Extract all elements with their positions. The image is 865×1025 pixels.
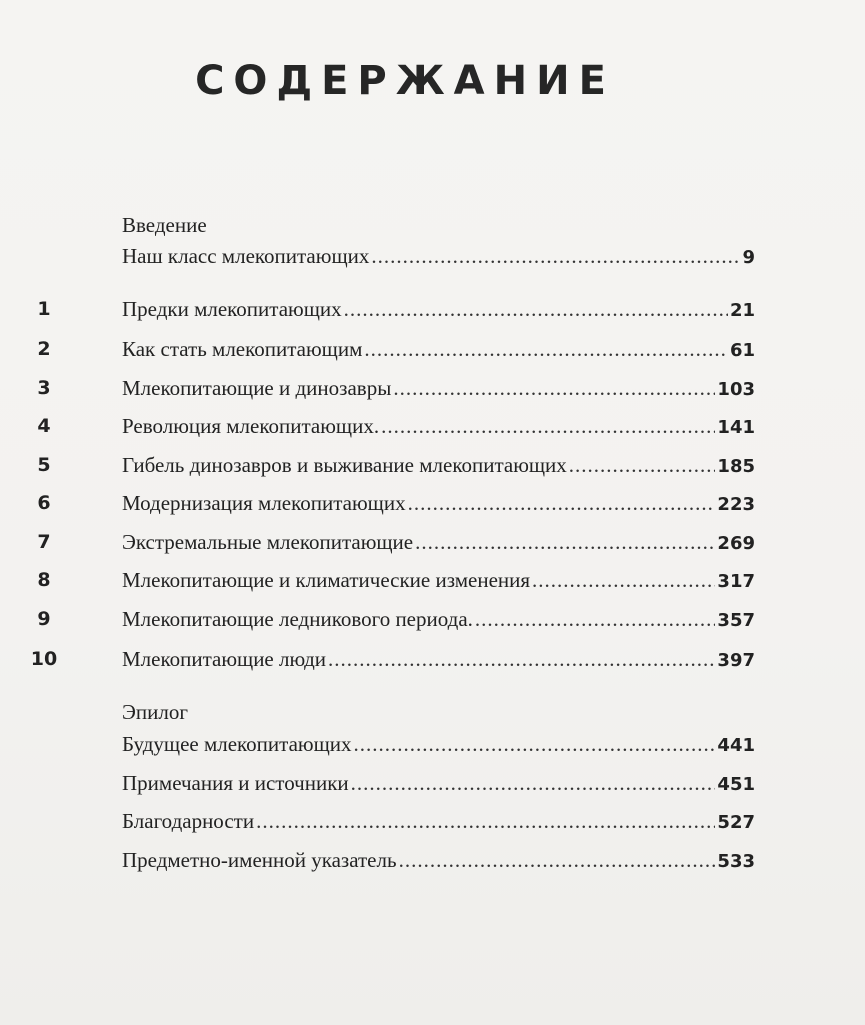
- chapter-number: 8: [37, 569, 51, 591]
- toc-entry-chapter[interactable]: [0, 373, 865, 403]
- chapter-number: 3: [37, 377, 51, 399]
- toc-line: [122, 527, 755, 557]
- toc-line: [122, 334, 755, 364]
- toc-page-number: 397: [717, 650, 755, 671]
- toc-page-number: 21: [729, 300, 755, 321]
- chapter-number: 6: [37, 492, 51, 514]
- toc-page-number: 527: [717, 812, 755, 833]
- toc-line: [122, 450, 755, 480]
- toc-entry-title: Благодарности: [122, 809, 255, 833]
- epilogue-label: Эпилог: [122, 700, 188, 724]
- leader-dots: [415, 527, 715, 557]
- toc-line: [122, 411, 755, 441]
- leader-dots: [256, 806, 715, 836]
- toc-entry-chapter[interactable]: [0, 450, 865, 480]
- toc-entry-title: Примечания и источники: [122, 771, 349, 795]
- toc-entry-intro[interactable]: [0, 241, 865, 271]
- toc-entry-title: Модернизация млекопитающих: [122, 491, 406, 515]
- toc-entry-title: Революция млекопитающих.: [122, 414, 380, 438]
- chapter-number: 2: [37, 338, 51, 360]
- toc-page-number: 533: [717, 851, 755, 872]
- toc-entry-backmatter[interactable]: [0, 768, 865, 798]
- toc-page-number: 451: [717, 774, 755, 795]
- toc-entry-title: Млекопитающие и климатические изменения: [122, 568, 531, 592]
- toc-page-number: 357: [717, 610, 755, 631]
- toc-line: [122, 845, 755, 875]
- toc-entry-chapter[interactable]: [0, 411, 865, 441]
- toc-page-number: 317: [717, 571, 755, 592]
- toc-line: [122, 729, 755, 759]
- toc-entry-title: Предметно-именной указатель: [122, 848, 397, 872]
- toc-page-number: 103: [717, 379, 755, 400]
- toc-entry-title: Будущее млекопитающих: [122, 732, 352, 756]
- toc-page-number: 141: [717, 417, 755, 438]
- toc-entry-title: Наш класс млекопитающих: [122, 244, 370, 268]
- toc-line: [122, 604, 755, 634]
- toc-entry-title: Как стать млекопитающим: [122, 337, 363, 361]
- toc-entry-backmatter[interactable]: [0, 845, 865, 875]
- toc-entry-chapter[interactable]: [0, 294, 865, 324]
- toc-entry-backmatter[interactable]: [0, 729, 865, 759]
- chapter-number: 9: [37, 608, 51, 630]
- intro-label: Введение: [122, 213, 207, 237]
- toc-page-number: 185: [717, 456, 755, 477]
- toc-entry-backmatter[interactable]: [0, 806, 865, 836]
- toc-entry-title: Млекопитающие и динозавры: [122, 376, 392, 400]
- chapter-number: 4: [37, 415, 51, 437]
- leader-dots: [393, 373, 715, 403]
- leader-dots: [351, 768, 716, 798]
- toc-line: [122, 768, 755, 798]
- leader-dots: [344, 294, 728, 324]
- leader-dots: [371, 241, 740, 271]
- toc-page-number: 9: [742, 247, 755, 268]
- leader-dots: [408, 488, 716, 518]
- toc-line: [122, 241, 755, 271]
- toc-line: [122, 294, 755, 324]
- toc-line: [122, 806, 755, 836]
- leader-dots: [354, 729, 716, 759]
- toc-line: [122, 373, 755, 403]
- toc-entry-title: Млекопитающие ледникового периода.: [122, 607, 473, 631]
- toc-line: [122, 565, 755, 595]
- toc-page-number: 269: [717, 533, 755, 554]
- toc-entry-title: Экстремальные млекопитающие: [122, 530, 414, 554]
- chapter-number: 7: [37, 531, 51, 553]
- chapter-number: 5: [37, 454, 51, 476]
- leader-dots: [475, 604, 716, 634]
- toc-page-number: 441: [717, 735, 755, 756]
- leader-dots: [399, 845, 716, 875]
- toc-page-number: 61: [729, 340, 755, 361]
- toc-entry-title: Гибель динозавров и выживание млекопитающих: [122, 453, 567, 477]
- leader-dots: [532, 565, 715, 595]
- chapter-number: 10: [30, 648, 58, 670]
- chapter-number: 1: [37, 298, 51, 320]
- toc-entry-chapter[interactable]: [0, 565, 865, 595]
- toc-page-number: 223: [717, 494, 755, 515]
- toc-entry-chapter[interactable]: [0, 527, 865, 557]
- toc-entry-chapter[interactable]: [0, 604, 865, 634]
- leader-dots: [569, 450, 716, 480]
- toc-entry-title: Млекопитающие люди: [122, 647, 327, 671]
- leader-dots: [381, 411, 715, 441]
- leader-dots: [364, 334, 728, 364]
- toc-line: [122, 488, 755, 518]
- toc-entry-chapter[interactable]: [0, 644, 865, 674]
- toc-entry-chapter[interactable]: [0, 334, 865, 364]
- toc-entry-title: Предки млекопитающих: [122, 297, 342, 321]
- leader-dots: [328, 644, 715, 674]
- page-title: СОДЕРЖАНИЕ: [195, 58, 615, 104]
- toc-entry-chapter[interactable]: [0, 488, 865, 518]
- toc-line: [122, 644, 755, 674]
